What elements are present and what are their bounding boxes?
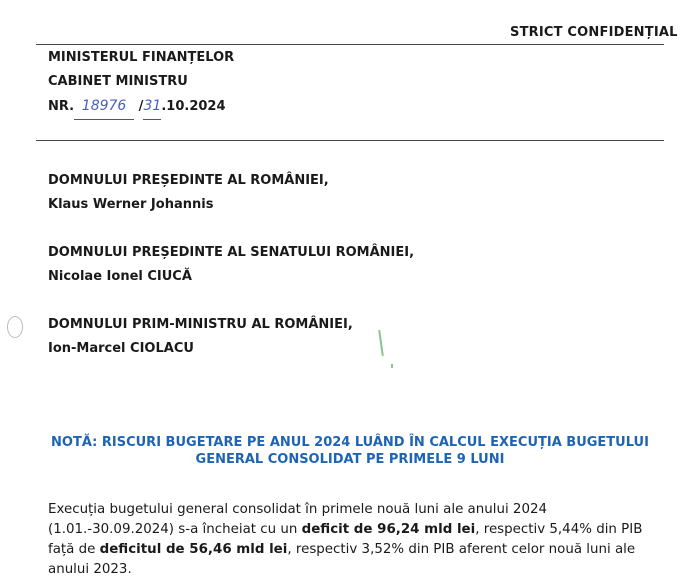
recipient-title: DOMNULUI PREȘEDINTE AL ROMÂNIEI, [48,173,329,188]
nr-separator: / [138,99,144,114]
recipient-name: Nicolae Ionel CIUCĂ [48,269,192,284]
cabinet-name: CABINET MINISTRU [48,74,188,89]
body-text-part: , respectiv 5,44% din PIB față de [48,522,643,557]
bottom-divider [36,140,664,141]
recipient-title: DOMNULUI PRIM-MINISTRU AL ROMÂNIEI, [48,317,353,332]
body-text-part: Execuția bugetului general consolidat în primele nouă luni ale anului 2024 (1.01.-30.09.2024) s-a încheiat cu un [48,502,548,537]
date-suffix: .10.2024 [161,99,226,114]
classification-label: STRICT CONFIDENȚIAL [510,25,678,40]
registration-number [48,94,234,120]
deficit-2023: deficitul de 56,46 mld lei [99,542,288,557]
body-paragraph [48,500,668,580]
recipient-name: Klaus Werner Johannis [48,197,214,212]
handwritten-day: 31 [143,98,162,114]
punch-hole-mark [7,316,23,338]
pen-mark [378,330,384,356]
letter-header [48,46,234,120]
top-divider [36,44,664,45]
note-heading [40,434,660,468]
body-text-part: , respectiv 3,52% din PIB aferent celor nouă luni ale anului 2023. [48,542,636,577]
deficit-2024: deficit de 96,24 mld lei [301,522,476,537]
handwritten-number: 18976 [81,98,127,114]
ministry-name: MINISTERUL FINANȚELOR [48,50,235,65]
note-heading-line1: NOTĂ: RISCURI BUGETARE PE ANUL 2024 LUÂND ÎN CALCUL EXECUȚIA BUGETULUI [51,435,649,450]
recipient-president [48,169,329,217]
nr-label: NR. [48,99,75,114]
recipient-prime-minister [48,313,353,361]
note-heading-line2: GENERAL CONSOLIDAT PE PRIMELE 9 LUNI [195,452,505,467]
recipient-name: Ion-Marcel CIOLACU [48,341,194,356]
recipient-senate-president [48,241,414,289]
pen-dot [391,364,393,368]
recipient-title: DOMNULUI PREȘEDINTE AL SENATULUI ROMÂNIEI, [48,245,415,260]
